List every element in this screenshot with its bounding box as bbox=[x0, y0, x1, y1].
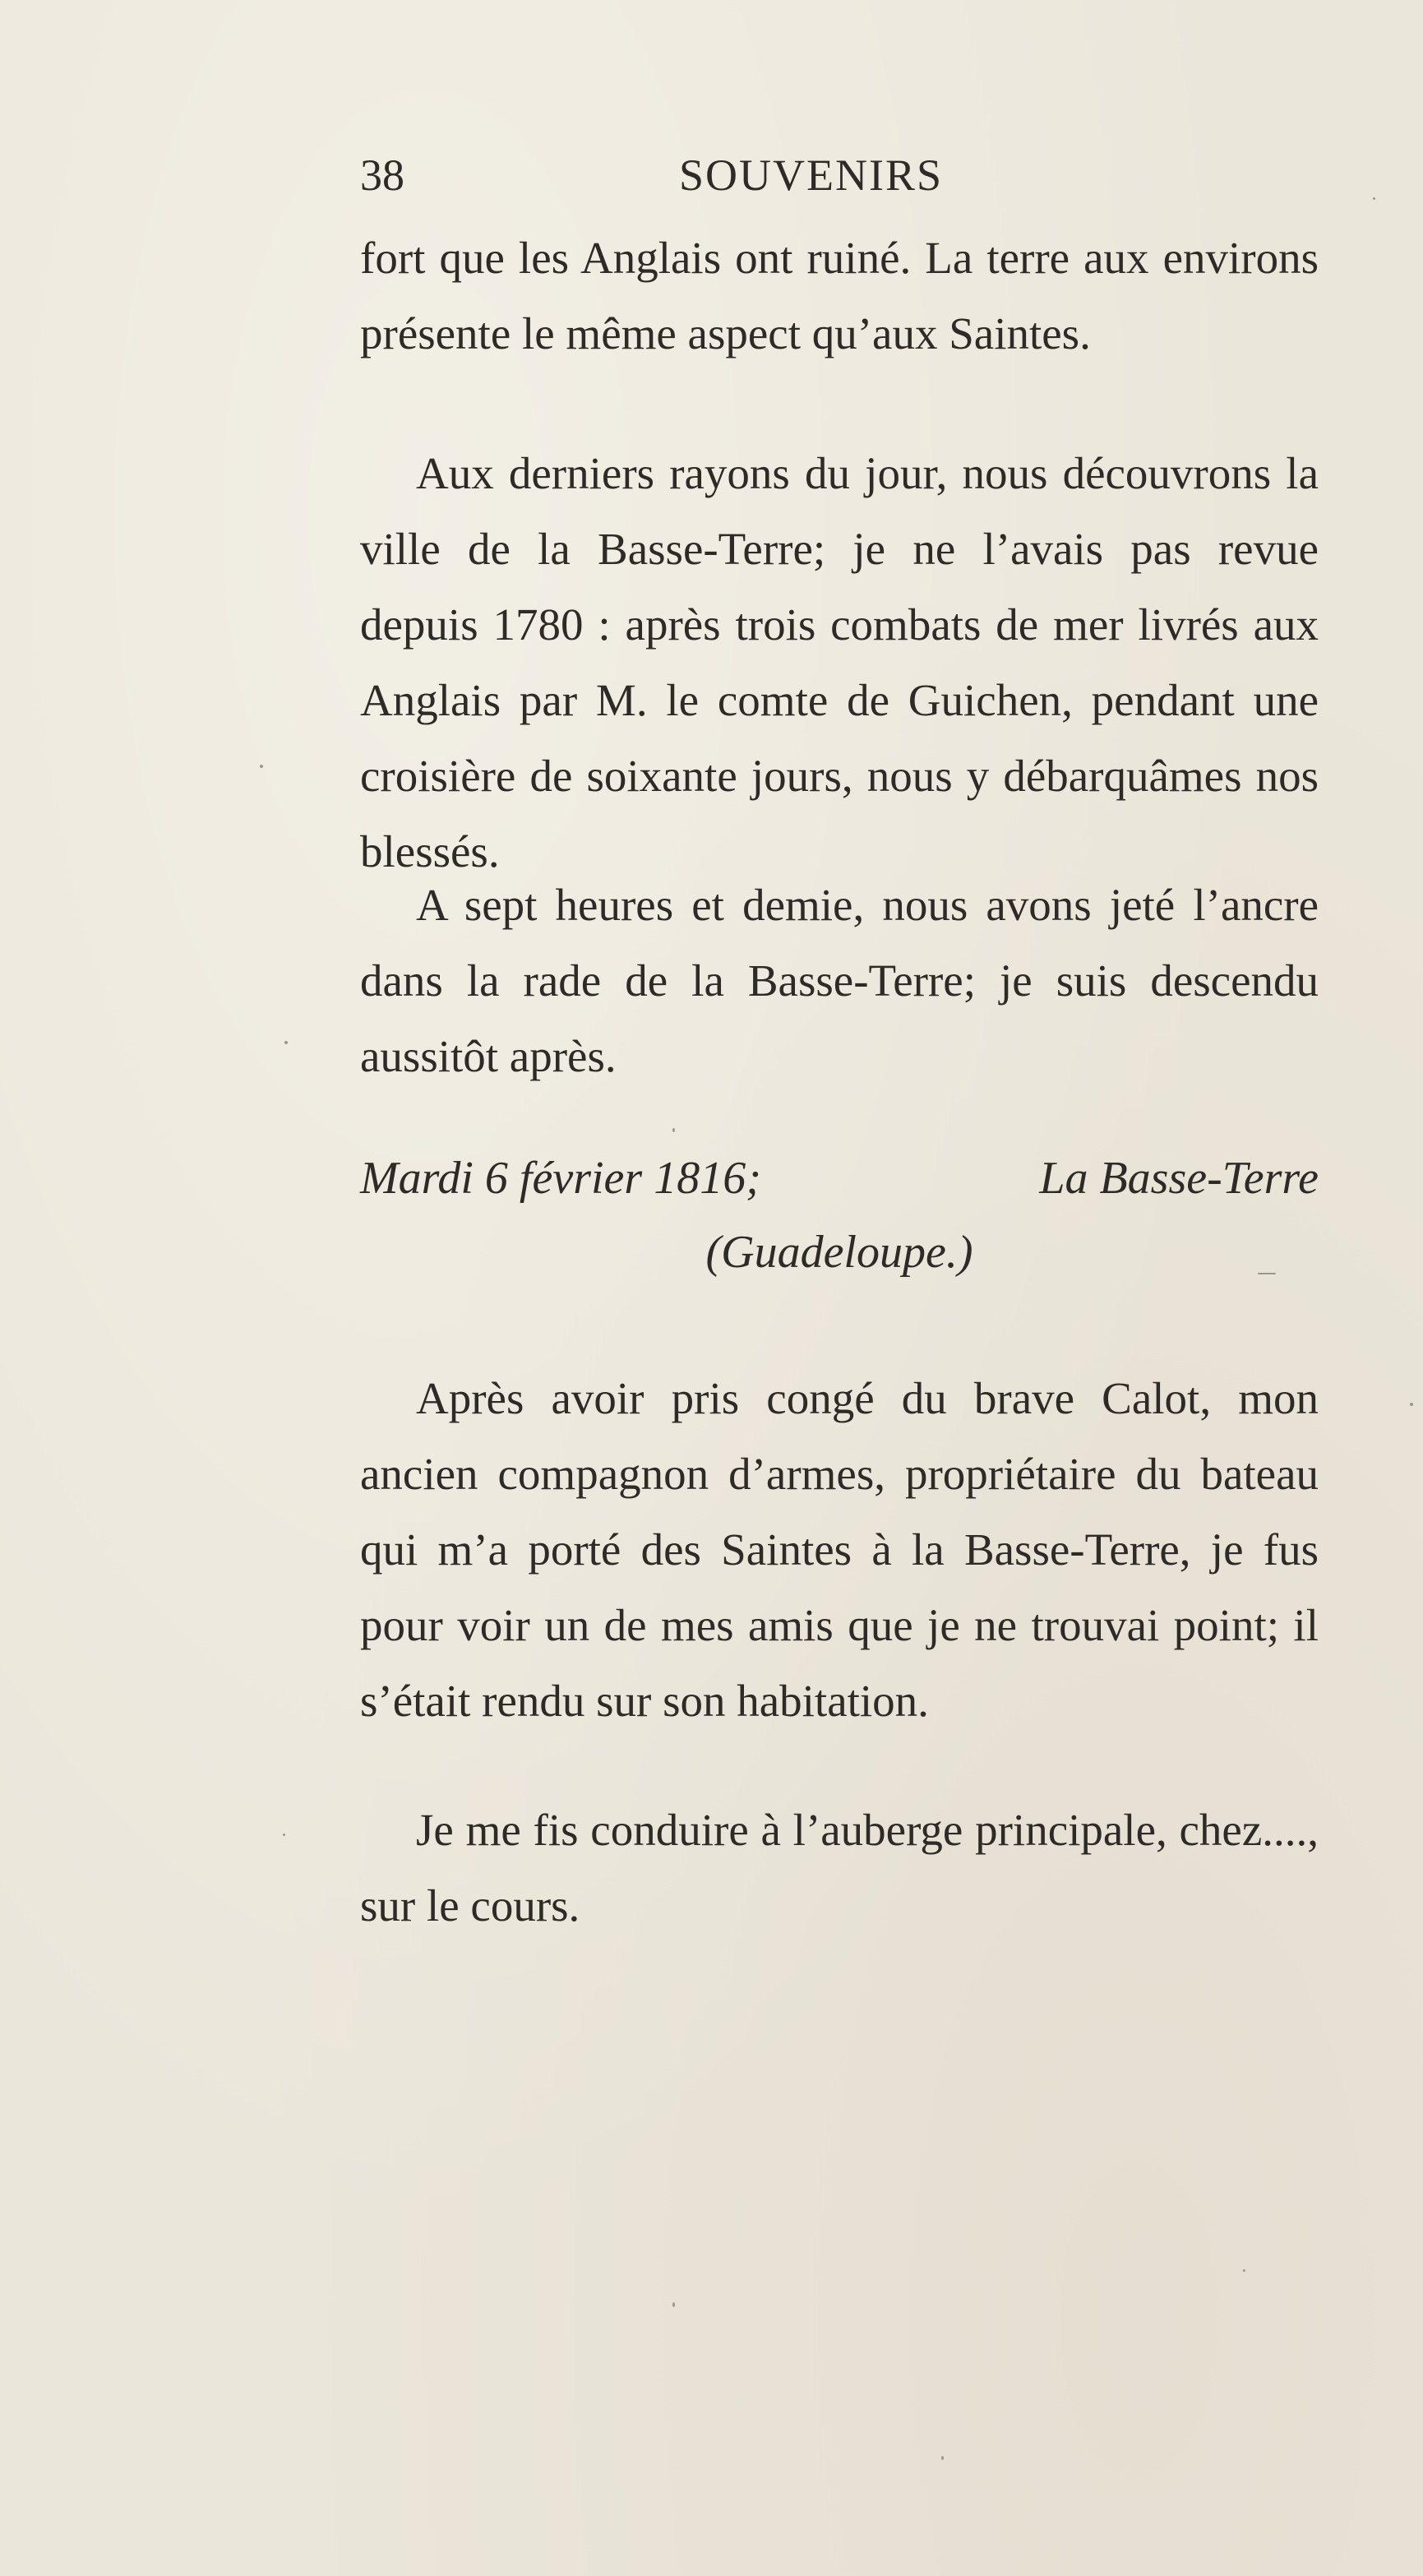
paper-speck bbox=[1258, 1273, 1276, 1274]
paper-speck bbox=[1410, 1403, 1413, 1406]
paper-speck bbox=[1373, 197, 1375, 200]
paper-speck bbox=[260, 765, 263, 768]
running-title: SOUVENIRS bbox=[679, 150, 944, 200]
entry-heading bbox=[360, 1141, 1319, 1215]
paper-speck bbox=[941, 2456, 944, 2460]
paper-speck bbox=[672, 2302, 675, 2307]
paragraph-continuation: fort que les Anglais ont ruiné. La terre aux environs présente le même aspect qu’aux Saintes. bbox=[360, 233, 1319, 358]
paragraph-anchor: A sept heures et demie, nous avons jeté l’ancre dans la rade de la Basse-Terre; je suis descendu aussitôt après. bbox=[360, 880, 1319, 1081]
entry-region: (Guadeloupe.) bbox=[705, 1227, 973, 1278]
page-number: 38 bbox=[360, 150, 404, 200]
entry-place: La Basse-Terre bbox=[1039, 1153, 1319, 1204]
page-header bbox=[360, 146, 1319, 204]
paper-speck bbox=[1243, 2269, 1245, 2272]
paper-speck bbox=[284, 1041, 288, 1044]
paper-speck bbox=[283, 1834, 285, 1836]
paper-speck bbox=[672, 1128, 675, 1132]
paragraph-basse-terre-view: Aux derniers rayons du jour, nous découvrons la ville de la Basse-Terre; je ne l’avais pas revue depuis 1780 : après trois combats de mer livrés aux Anglais par M. le comte de Guichen, pendant une croisière de soixante jours, nous y débarquâmes nos blessés. bbox=[360, 448, 1319, 876]
paragraph-auberge: Je me fis conduire à l’auberge principale, chez...., sur le cours. bbox=[360, 1805, 1319, 1931]
entry-heading-region bbox=[360, 1215, 1319, 1289]
entry-date: Mardi 6 février 1816; bbox=[360, 1153, 761, 1204]
paragraph-calot: Après avoir pris congé du brave Calot, mon ancien compagnon d’armes, propriétaire du bateau qui m’a porté des Saintes à la Basse-Terre, je fus pour voir un de mes amis que je ne trouvai point; il s’était rendu sur son habitation. bbox=[360, 1373, 1319, 1726]
